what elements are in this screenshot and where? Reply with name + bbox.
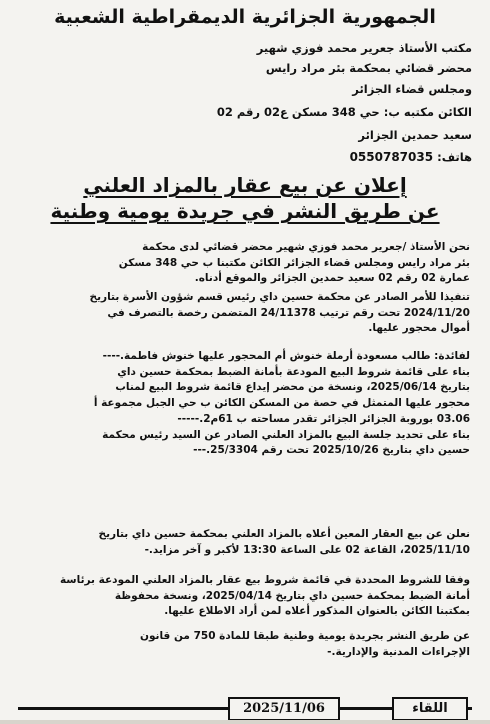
phone-line <box>350 150 472 164</box>
footer-band <box>0 697 490 719</box>
council-name: ومجلس قضاء الجزائر <box>352 82 472 96</box>
bailiff-intro-paragraph: نحن الأستاذ /جعرير محمد فوزي شهير محضر قضائي لدى محكمة بئر مراد رايس ومجلس قضاء الجزائر الكائن مكتبنا ب حي 348 مسكن عمارة 02 رقم 02 سعيد حمدين الجزائر والموقع أدناه. <box>118 241 470 285</box>
publication-date-box: 2025/11/06 <box>228 697 340 721</box>
court-order-paragraph: تنفيذا للأمر الصادر عن محكمة حسين داي رئيس قسم شؤون الأسرة بتاريخ 2024/11/20 تحت رقم ترتيب 24/11378 المتضمن رخصة بالتصرف في أموال محجور عليها. <box>89 291 470 335</box>
bailiff-title: محضر قضائي بمحكمة بئر مراد رايس <box>265 61 472 75</box>
ad-title-line1: إعلان عن بيع عقار بالمزاد العلني <box>83 173 407 197</box>
ad-title-line2: عن طريق النشر في جريدة يومية وطنية <box>50 199 440 223</box>
conditions-paragraph: وفقا للشروط المحددة في قائمة شروط بيع عقار بالمزاد العلني المودعة برئاسة أمانة الضبط بمحكمة حسين داي بتاريخ 2025/04/14، ونسخة محفوظة بمكتبنا الكائن بالعنوان المذكور أعلاه لمن أراد الاطلاع عليها. <box>59 574 470 618</box>
sale-notice-paragraph: نعلن عن بيع العقار المعين أعلاه بالمزاد العلني بمحكمة حسين داي بتاريخ 2025/11/10، القاعة 02 على الساعة 13:30 لأكبر و آخر مزايد.- <box>98 528 470 556</box>
office-address: الكائن مكتبه ب: حي 348 مسكن ع02 رقم 02 <box>216 105 472 119</box>
signer-box: اللقاء <box>392 697 468 721</box>
phone-number: 0550787035 <box>349 150 434 164</box>
publication-paragraph: عن طريق النشر بجريدة يومية وطنية طبقا للمادة 750 من قانون الإجراءات المدنية والإدارية.- <box>140 630 470 658</box>
office-name: مكتب الأستاذ جعرير محمد فوزي شهير <box>256 41 472 55</box>
phone-label: هاتف: <box>437 150 472 164</box>
republic-header: الجمهورية الجزائرية الديمقراطية الشعبية <box>54 6 436 28</box>
bottom-edge <box>0 720 490 724</box>
beneficiary-paragraph: لفائدة: طالب مسعودة أرملة خنوش أم المحجور عليها خنوش فاطمة.---- بناء على قائمة شروط البيع المودعة بأمانة الضبط بمحكمة حسين داي بتاريخ 2025/06/14، ونسخة من محضر إيداع قائمة شروط البيع لمناب محجور عليها المتمثل في حصة من المسكن الكائن ب حي الجبل مجموعة أ 03.06 بوروبة الجزائر الجزائر تقدر مساحته ب 61م2.----- بناء على تحديد جلسة البيع بالمزاد العلني الصادر عن السيد رئيس محكمة حسين داي بتاريخ 2025/10/26 تحت رقم 25/3304.--- <box>93 350 470 457</box>
office-city: سعيد حمدين الجزائر <box>358 128 472 142</box>
